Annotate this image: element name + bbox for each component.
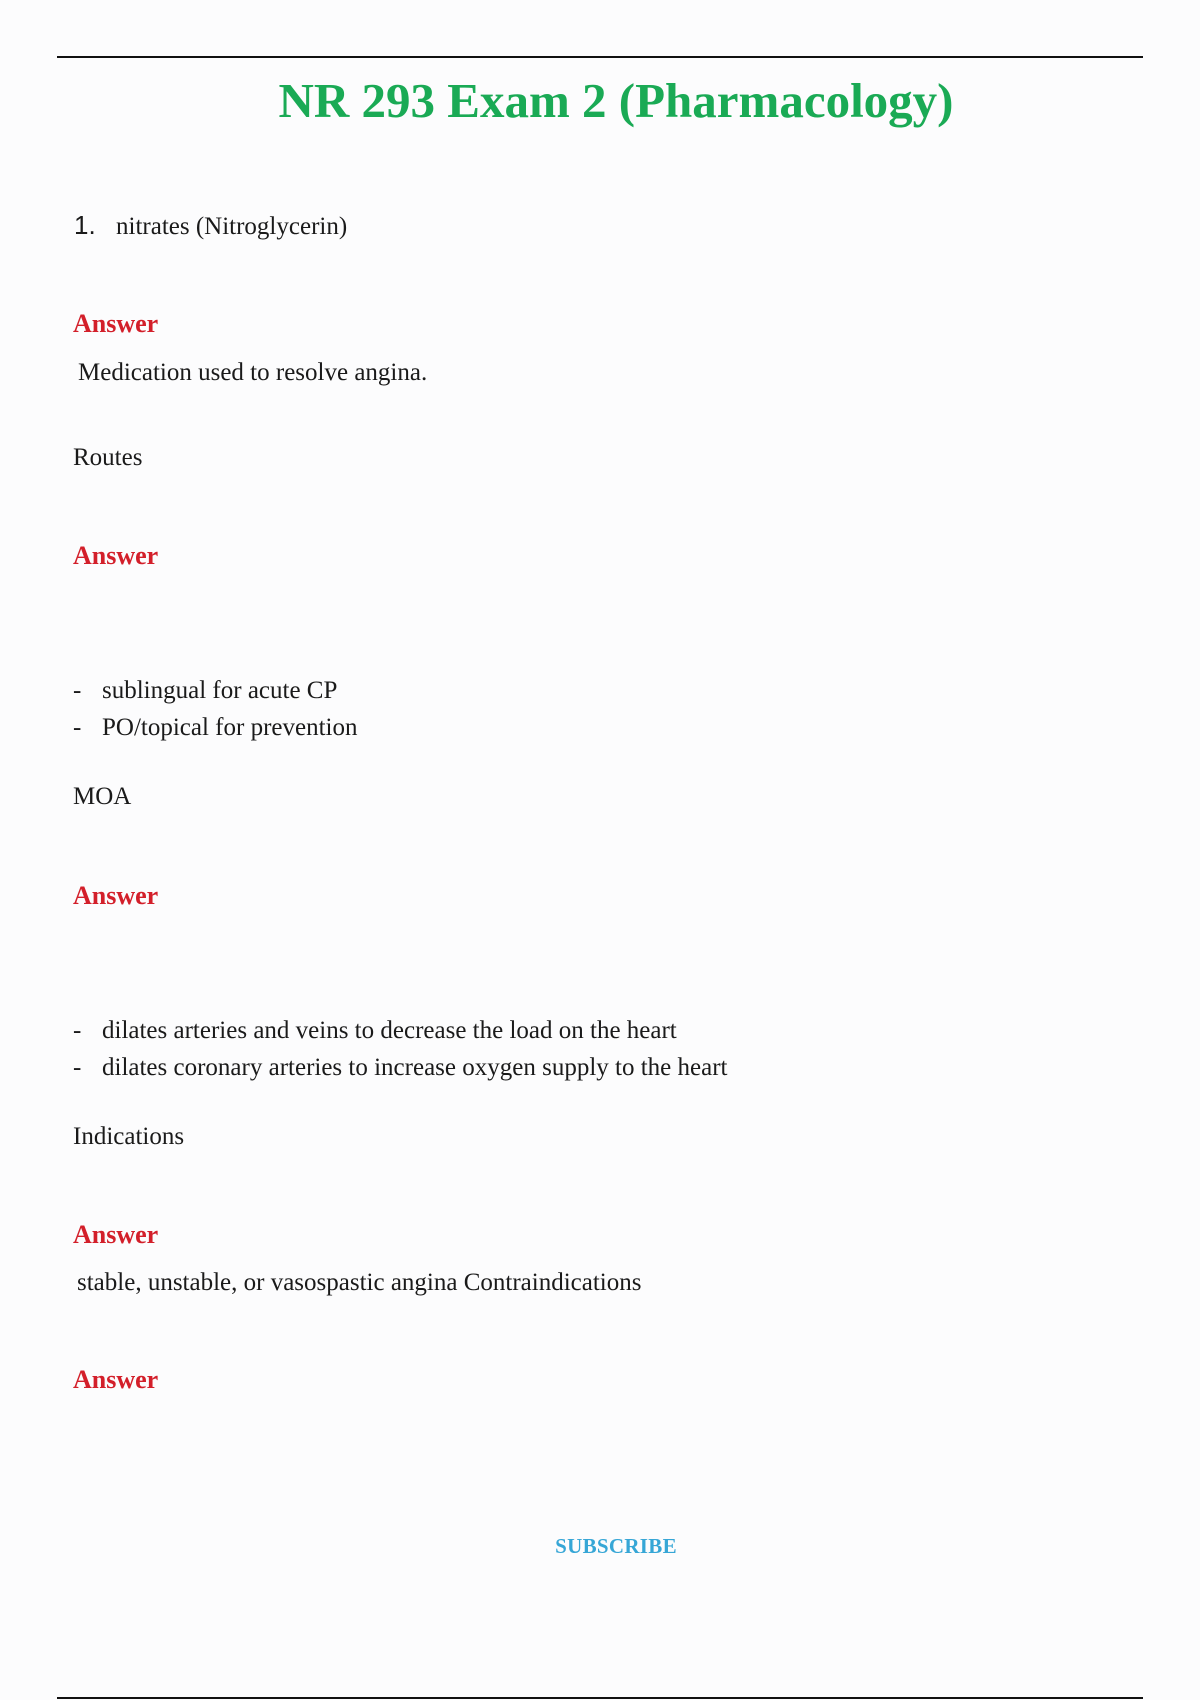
list-item-text: PO/topical for prevention bbox=[102, 714, 358, 741]
bullet-marker: - bbox=[73, 1017, 82, 1044]
list-item bbox=[73, 676, 358, 706]
answer-label: Answer bbox=[73, 881, 159, 910]
list-item bbox=[73, 1053, 727, 1083]
answer-label: Answer bbox=[73, 1365, 159, 1394]
question-1 bbox=[74, 210, 347, 242]
bullet-marker: - bbox=[73, 677, 82, 704]
list-item-text: dilates arteries and veins to decrease the load on the heart bbox=[102, 1017, 677, 1044]
section-heading-indications: Indications bbox=[73, 1123, 185, 1150]
bottom-rule bbox=[57, 1697, 1143, 1699]
question-term: nitrates (Nitroglycerin) bbox=[116, 213, 348, 240]
answer-text: stable, unstable, or vasospastic angina Contraindications bbox=[77, 1269, 642, 1296]
moa-list bbox=[73, 1016, 727, 1083]
top-rule bbox=[57, 56, 1143, 58]
answer-label: Answer bbox=[73, 1220, 159, 1249]
list-item-text: sublingual for acute CP bbox=[102, 677, 338, 704]
bullet-marker: - bbox=[73, 1054, 82, 1081]
document-title: NR 293 Exam 2 (Pharmacology) bbox=[278, 73, 954, 128]
list-item bbox=[73, 713, 358, 743]
subscribe-link[interactable]: SUBSCRIBE bbox=[555, 1534, 677, 1558]
question-number: 1. bbox=[74, 210, 96, 240]
answer-label: Answer bbox=[73, 541, 159, 570]
section-heading-moa: MOA bbox=[73, 783, 132, 810]
bullet-marker: - bbox=[73, 714, 82, 741]
list-item bbox=[73, 1016, 727, 1046]
list-item-text: dilates coronary arteries to increase oxygen supply to the heart bbox=[102, 1054, 728, 1081]
answer-text: Medication used to resolve angina. bbox=[78, 359, 428, 386]
routes-list bbox=[73, 676, 358, 743]
answer-label: Answer bbox=[73, 309, 159, 338]
section-heading-routes: Routes bbox=[73, 444, 143, 471]
